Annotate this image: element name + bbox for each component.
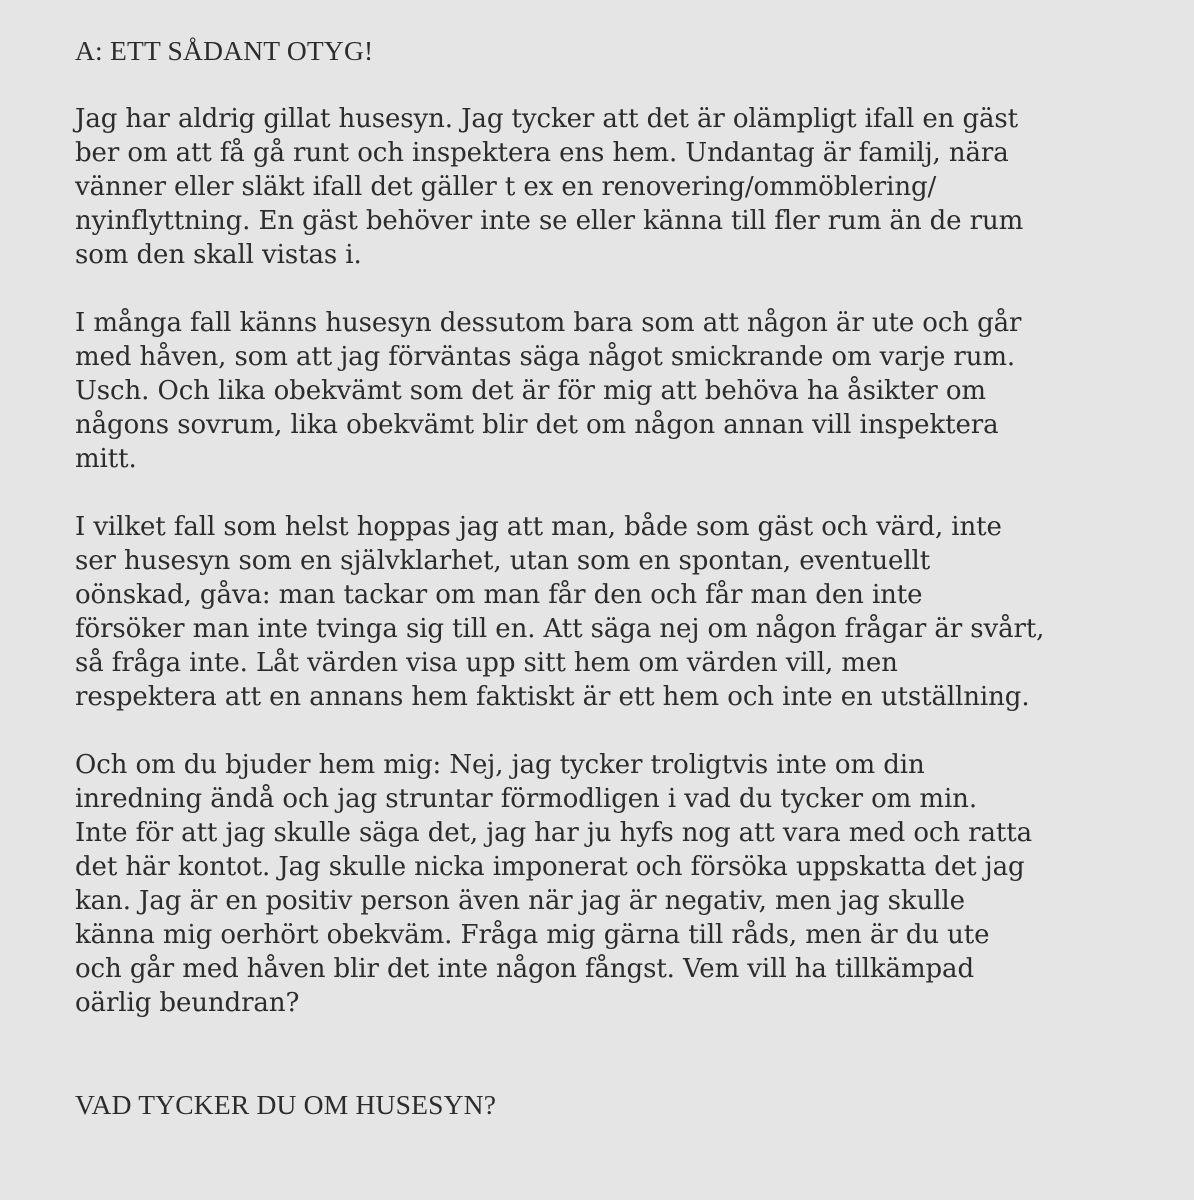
text-line: känna mig oerhört obekväm. Fråga mig gärna till råds, men är du ute [75, 920, 990, 950]
text-line: Och om du bjuder hem mig: Nej, jag tycker troligtvis inte om din [75, 750, 925, 780]
text-line: Inte för att jag skulle säga det, jag har ju hyfs nog att vara med och ratta [75, 818, 1033, 848]
document-page [75, 34, 1155, 1122]
text-line: vänner eller släkt ifall det gäller t ex en renovering/ommöblering/ [75, 172, 937, 202]
text-line: respektera att en annans hem faktiskt är ett hem och inte en utställning. [75, 682, 1030, 712]
spacer [75, 476, 1155, 510]
text-line: någons sovrum, lika obekvämt blir det om någon annan vill inspektera [75, 410, 999, 440]
text-line: som den skall vistas i. [75, 240, 362, 270]
paragraph-3 [75, 510, 1155, 714]
paragraph-2 [75, 306, 1155, 476]
text-line: kan. Jag är en positiv person även när jag är negativ, men jag skulle [75, 886, 965, 916]
text-line: mitt. [75, 444, 137, 474]
closing-question: VAD TYCKER DU OM HUSESYN? [75, 1089, 497, 1120]
text-line: oärlig beundran? [75, 988, 300, 1018]
paragraph-4 [75, 748, 1155, 1020]
text-line: oönskad, gåva: man tackar om man får den och får man den inte [75, 580, 923, 610]
heading: A: ETT SÅDANT OTYG! [75, 35, 374, 66]
text-line: ber om att få gå runt och inspektera ens hem. Undantag är familj, nära [75, 138, 1009, 168]
text-line: ser husesyn som en självklarhet, utan som en spontan, eventuellt [75, 546, 931, 576]
text-line: det här kontot. Jag skulle nicka imponerat och försöka uppskatta det jag [75, 852, 1025, 882]
text-line: Usch. Och lika obekvämt som det är för mig att behöva ha åsikter om [75, 376, 986, 406]
text-line: och går med håven blir det inte någon fångst. Vem vill ha tillkämpad [75, 954, 974, 984]
spacer [75, 1020, 1155, 1088]
text-line: nyinflyttning. En gäst behöver inte se eller känna till fler rum än de rum [75, 206, 1024, 236]
text-line: så fråga inte. Låt värden visa upp sitt hem om värden vill, men [75, 648, 898, 678]
text-line: med håven, som att jag förväntas säga något smickrande om varje rum. [75, 342, 1016, 372]
paragraph-1 [75, 102, 1155, 272]
spacer [75, 68, 1155, 102]
text-line: Jag har aldrig gillat husesyn. Jag tycker att det är olämpligt ifall en gäst [75, 104, 1019, 134]
text-line: I vilket fall som helst hoppas jag att man, både som gäst och värd, inte [75, 512, 1002, 542]
text-line: inredning ändå och jag struntar förmodligen i vad du tycker om min. [75, 784, 977, 814]
text-line: I många fall känns husesyn dessutom bara som att någon är ute och går [75, 308, 1022, 338]
spacer [75, 714, 1155, 748]
text-line: försöker man inte tvinga sig till en. Att säga nej om någon frågar är svårt, [75, 614, 1045, 644]
spacer [75, 272, 1155, 306]
